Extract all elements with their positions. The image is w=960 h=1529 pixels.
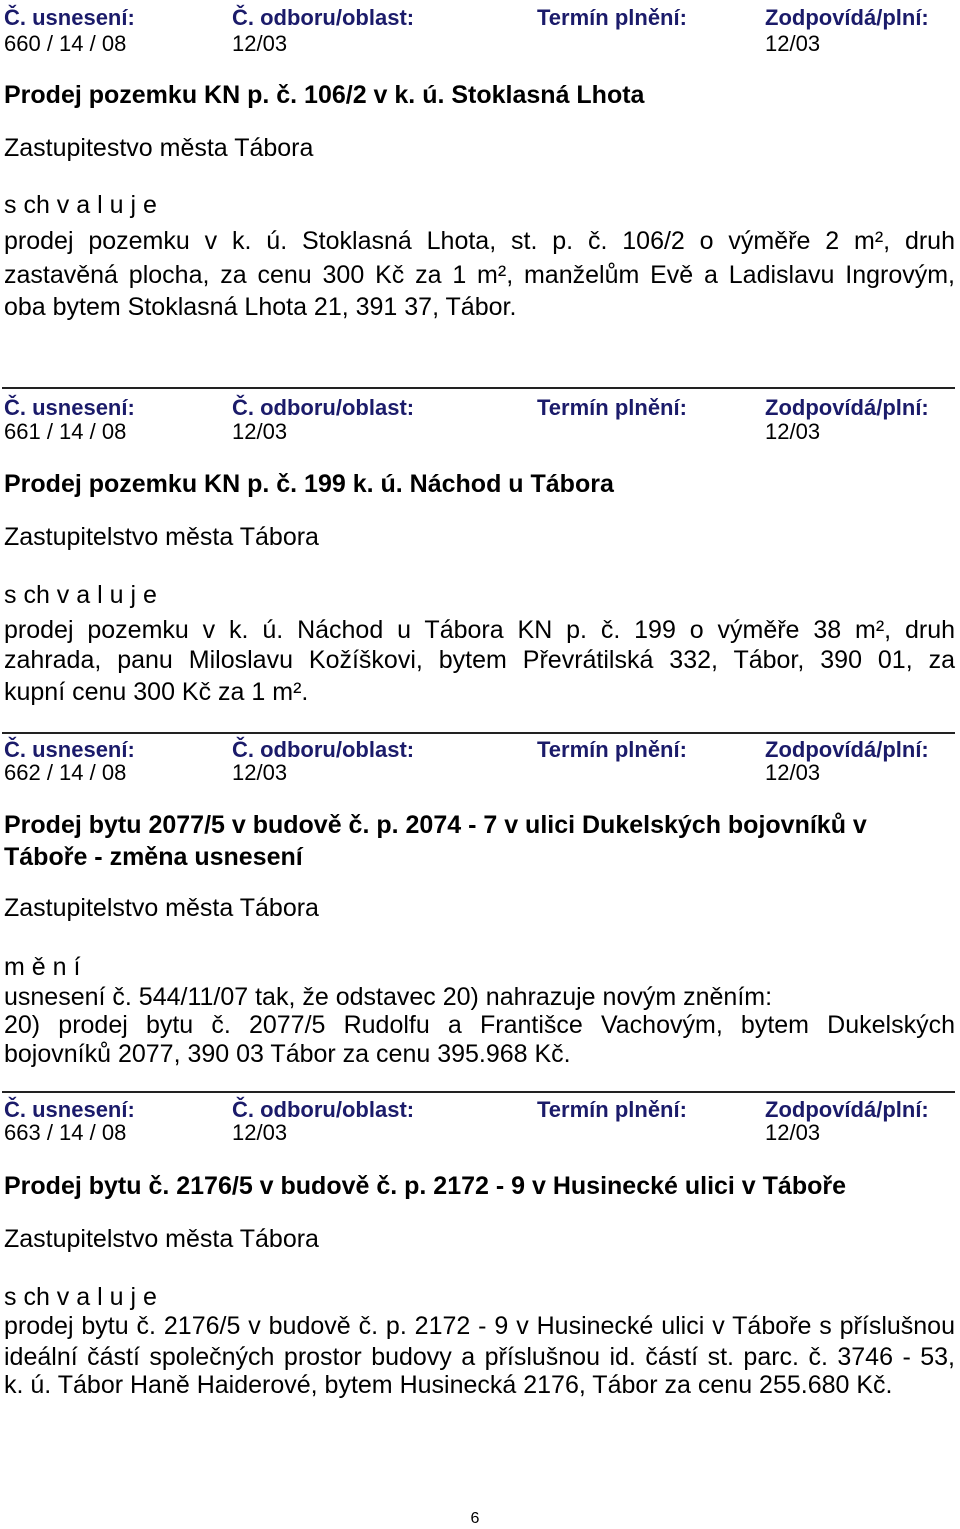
- department-value: 12/03: [232, 760, 288, 785]
- resolution-number-label: Č. usnesení:: [4, 737, 135, 762]
- resolution-action: s ch v a l u j e: [4, 581, 157, 609]
- resolution-action: m ě n í: [4, 953, 81, 981]
- resolution-title: Prodej pozemku KN p. č. 199 k. ú. Náchod u Tábora: [4, 470, 614, 498]
- issuing-body: Zastupitestvo města Tábora: [4, 134, 314, 162]
- resolution-title: Prodej pozemku KN p. č. 106/2 v k. ú. Stoklasná Lhota: [4, 81, 645, 109]
- resolution-block: [0, 390, 960, 733]
- page-number: 6: [470, 1510, 480, 1527]
- resolution-number: 662 / 14 / 08: [4, 760, 127, 785]
- department-label: Č. odboru/oblast:: [232, 1097, 415, 1122]
- resolution-text-line: prodej bytu č. 2176/5 v budově č. p. 2172 - 9 v Husinecké ulici v Táboře s příslušnou: [4, 1312, 955, 1340]
- resolution-number: 661 / 14 / 08: [4, 419, 127, 444]
- resolution-text-line: 20) prodej bytu č. 2077/5 Rudolfu a Františce Vachovým, bytem Dukelských: [4, 1011, 955, 1039]
- resolution-number-label: Č. usnesení:: [4, 5, 135, 30]
- responsible-label: Zodpovídá/plní:: [765, 5, 929, 30]
- resolution-text-line: k. ú. Tábor Haně Haiderové, bytem Husinecká 2176, Tábor za cenu 255.680 Kč.: [4, 1371, 893, 1399]
- deadline-label: Termín plnění:: [537, 5, 687, 30]
- resolution-action: s ch v a l u j e: [4, 1283, 157, 1311]
- department-value: 12/03: [232, 1120, 288, 1145]
- resolution-number-label: Č. usnesení:: [4, 1097, 135, 1122]
- resolution-action: s ch v a l u j e: [4, 191, 157, 219]
- department-value: 12/03: [232, 419, 288, 444]
- section-divider: [2, 732, 955, 734]
- resolution-number: 663 / 14 / 08: [4, 1120, 127, 1145]
- resolution-block: [0, 0, 960, 388]
- issuing-body: Zastupitelstvo města Tábora: [4, 1225, 319, 1253]
- resolution-block: [0, 735, 960, 1092]
- deadline-label: Termín plnění:: [537, 395, 687, 420]
- responsible-value: 12/03: [765, 760, 821, 785]
- deadline-label: Termín plnění:: [537, 737, 687, 762]
- deadline-label: Termín plnění:: [537, 1097, 687, 1122]
- resolution-title: Táboře - změna usnesení: [4, 843, 303, 871]
- resolution-text-line: prodej pozemku v k. ú. Náchod u Tábora KN p. č. 199 o výměře 38 m², druh: [4, 616, 955, 644]
- resolution-title: Prodej bytu č. 2176/5 v budově č. p. 2172 - 9 v Husinecké ulici v Táboře: [4, 1172, 847, 1200]
- resolution-text-line: usnesení č. 544/11/07 tak, že odstavec 20) nahrazuje novým zněním:: [4, 983, 773, 1011]
- resolution-text-line: oba bytem Stoklasná Lhota 21, 391 37, Tábor.: [4, 293, 517, 321]
- resolution-text-line: zastavěná plocha, za cenu 300 Kč za 1 m², manželům Evě a Ladislavu Ingrovým,: [4, 261, 955, 289]
- resolution-block: [0, 1094, 960, 1404]
- department-label: Č. odboru/oblast:: [232, 5, 415, 30]
- resolution-text-line: bojovníků 2077, 390 03 Tábor za cenu 395.968 Kč.: [4, 1040, 571, 1068]
- department-value: 12/03: [232, 31, 288, 56]
- department-label: Č. odboru/oblast:: [232, 395, 415, 420]
- responsible-label: Zodpovídá/plní:: [765, 737, 929, 762]
- department-label: Č. odboru/oblast:: [232, 737, 415, 762]
- responsible-label: Zodpovídá/plní:: [765, 1097, 929, 1122]
- resolution-text-line: ideální částí společných prostor budovy a příslušnou id. částí st. parc. č. 3746 - 53,: [4, 1343, 955, 1371]
- issuing-body: Zastupitelstvo města Tábora: [4, 523, 319, 551]
- issuing-body: Zastupitelstvo města Tábora: [4, 894, 319, 922]
- resolution-title: Prodej bytu 2077/5 v budově č. p. 2074 - 7 v ulici Dukelských bojovníků v: [4, 811, 867, 839]
- section-divider: [2, 387, 955, 389]
- resolution-number: 660 / 14 / 08: [4, 31, 127, 56]
- responsible-value: 12/03: [765, 1120, 821, 1145]
- resolution-text-line: zahrada, panu Miloslavu Kožíškovi, bytem Převrátilská 332, Tábor, 390 01, za: [4, 646, 955, 674]
- responsible-value: 12/03: [765, 31, 821, 56]
- section-divider: [2, 1091, 955, 1093]
- responsible-value: 12/03: [765, 419, 821, 444]
- resolution-text-line: kupní cenu 300 Kč za 1 m².: [4, 678, 309, 706]
- responsible-label: Zodpovídá/plní:: [765, 395, 929, 420]
- resolution-number-label: Č. usnesení:: [4, 395, 135, 420]
- resolution-text-line: prodej pozemku v k. ú. Stoklasná Lhota, st. p. č. 106/2 o výměře 2 m², druh: [4, 227, 955, 255]
